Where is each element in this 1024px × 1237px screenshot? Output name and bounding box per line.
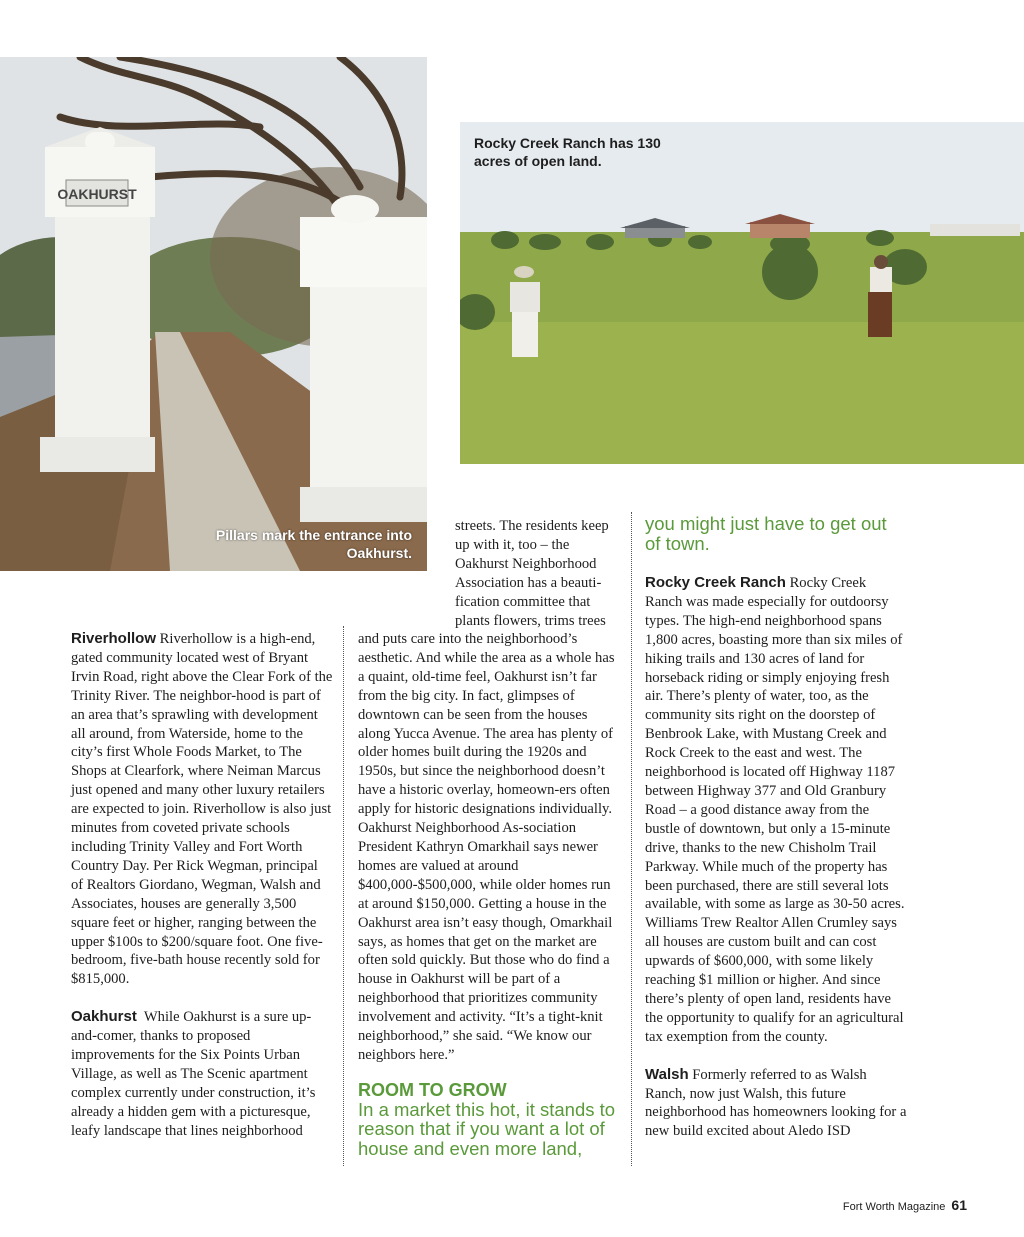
- text-rocky-creek-ranch: Rocky Creek Ranch was made especially for outdoorsy types. The high-end neighborhood spans 1,800 acres, boasting more than six miles of hiking trails and 130 acres of land for horseback riding or simply enjoying fresh air. There’s plenty of water, too, as the community sits right on the doorstep of Benbrook Lake, with Mustang Creek and Rock Creek to the east and west. The neighborhood is located off Highway 1187 between Highway 377 and Old Granbury Road – a good distance away from the bustle of downtown, but only a 15-minute drive, thanks to the new Chisholm Trail Parkway. While much of the property has been purchased, there are still several lots available, with some as large as 30-50 acres. Williams Trew Realtor Allen Crumley says all houses are custom built and can cost upwards of $600,000, with some likely reaching $1 million or higher. And since there’s plenty of open land, residents have the opportunity to qualify for an agricultural tax exemption from the county.: [645, 575, 905, 1045]
- section-deck: In a market this hot, it stands to reason that if you want a lot of house and even more land,: [358, 1098, 616, 1159]
- section-deck-continued: you might just have to get out of town.: [645, 513, 887, 554]
- paragraph-rocky-creek-ranch: [645, 574, 907, 1047]
- text-walsh: Formerly referred to as Walsh Ranch, now just Walsh, this future neighborhood has homeowners looking for a new build excited about Aledo ISD: [645, 1066, 907, 1140]
- article-column-2-top: [455, 517, 615, 630]
- rocky-creek-ranch-photo: [460, 122, 1024, 464]
- article-column-2: [358, 630, 620, 1158]
- column-divider-2: [631, 512, 632, 1166]
- article-column-3: [645, 514, 907, 1141]
- oakhurst-pillars-photo: [0, 57, 427, 571]
- column-divider-1: [343, 626, 344, 1166]
- paragraph-oakhurst: [71, 1008, 333, 1140]
- photo-caption-left: Pillars mark the entrance into Oakhurst.: [215, 527, 412, 561]
- heading-riverhollow: Riverhollow: [71, 630, 157, 647]
- paragraph-riverhollow: [71, 630, 333, 989]
- oakhurst-sign-text: OAKHURST: [57, 186, 137, 202]
- text-riverhollow: Riverhollow is a high-end, gated community located west of Bryant Irvin Road, right above the Clear Fork of the Trinity River. The neighbor-hood is part of an area that’s sprawling with development all around, from Waterside, home to the city’s first Whole Foods Market, to The Shops at Clearfork, where Neiman Marcus just opened and many other luxury retailers are expected to join. Riverhollow is also just minutes from coveted private schools including Trinity Valley and Fort Worth Country Day. Per Rick Wegman, principal of Realtors Giordano, Wegman, Walsh and Associates, houses are generally 3,500 square feet or higher, ranging between the upper $100s to $200/square foot. One five-bedroom, five-bath house recently sold for $815,000.: [71, 631, 333, 988]
- page-footer: [843, 1197, 967, 1213]
- photo-caption-right: Rocky Creek Ranch has 130 acres of open land.: [474, 135, 661, 169]
- section-heading-room-to-grow: ROOM TO GROW: [358, 1079, 507, 1100]
- heading-oakhurst: Oakhurst: [71, 1008, 137, 1026]
- text-oakhurst-continued: streets. The residents keep up with it, too – the Oakhurst Neighborhood Association has a beauti-fication committee that plants flowers, trims trees: [455, 518, 609, 629]
- paragraph-walsh: [645, 1066, 907, 1142]
- magazine-name: Fort Worth Magazine: [842, 1201, 946, 1213]
- heading-rocky-creek-ranch: Rocky Creek Ranch: [645, 574, 786, 591]
- article-column-1: [71, 630, 333, 1141]
- text-oakhurst-body: and puts care into the neighborhood’s aesthetic. And while the area as a whole has a quaint, old-time feel, Oakhurst isn’t far from the big city. In fact, glimpses of downtown can be seen from the houses along Yucca Avenue. The area has plenty of older homes built during the 1920s and 1950s, but since the neighborhood doesn’t have a historic overlay, homeown-ers often apply for historic designations individually. Oakhurst Neighborhood As-sociation President Kathryn Omarkhail says newer homes are valued at around $400,000-$500,000, while older homes run at around $150,000. Getting a house in the Oakhurst area isn’t easy though, Omarkhail says, as homes that get on the market are often sold quickly. But those who do find a house in Oakhurst will be part of a neighborhood that prioritizes community involvement and activity. “It’s a tight-knit neighborhood,” she said. “We know our neighbors here.”: [358, 631, 615, 1063]
- text-oakhurst: While Oakhurst is a sure up-and-comer, thanks to proposed improvements for the Six Points Urban Village, as well as The Scenic apartment complex currently under construction, it’s already a hidden gem with a picturesque, leafy landscape that lines neighborhood: [71, 1009, 316, 1139]
- heading-walsh: Walsh: [645, 1065, 689, 1083]
- page-number: 61: [951, 1197, 967, 1213]
